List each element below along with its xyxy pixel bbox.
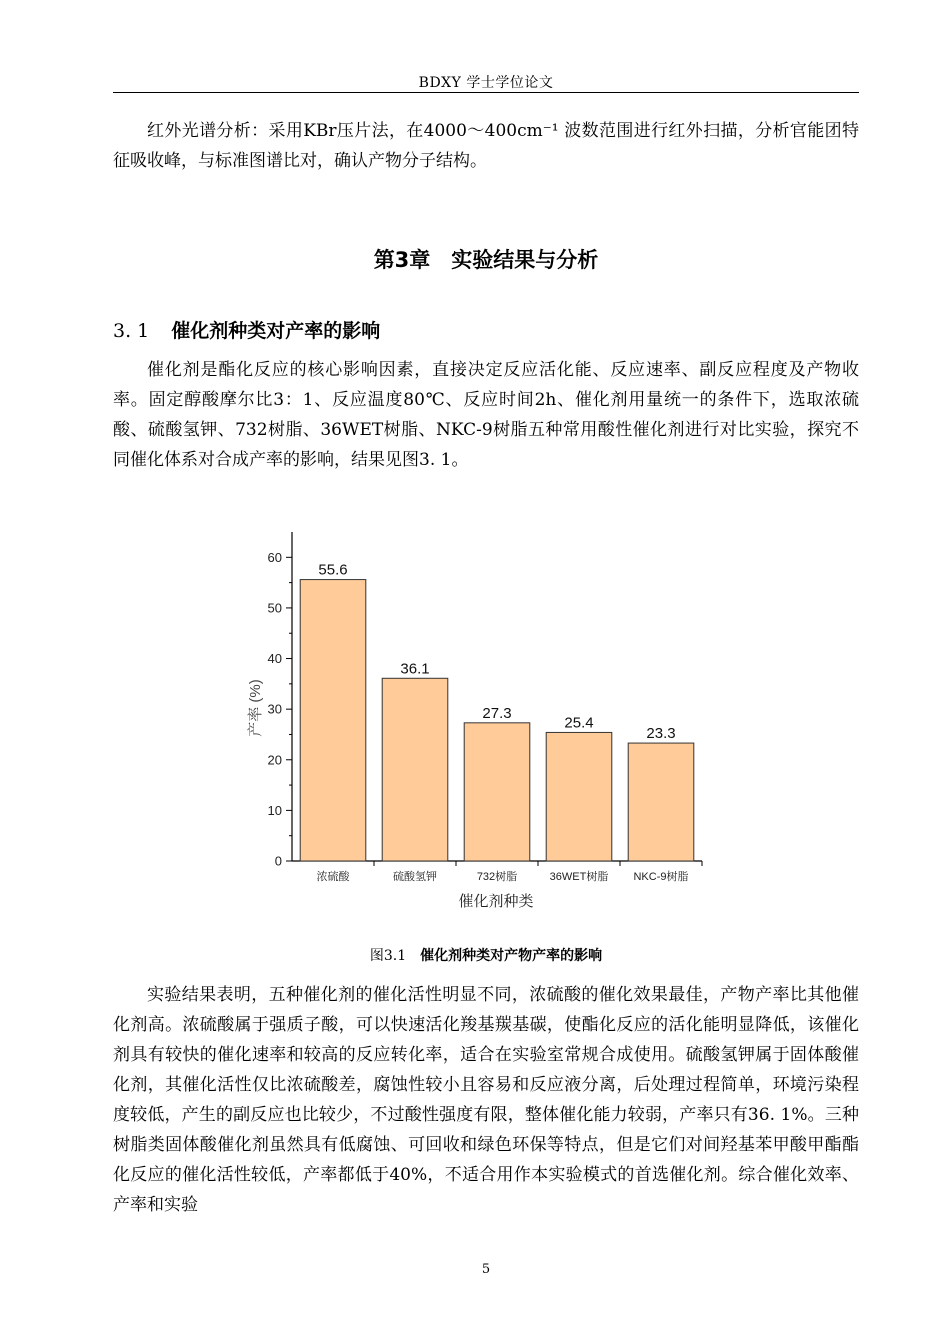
running-header: BDXY 学士学位论文 [418, 75, 554, 91]
y-axis-label: 产率 (%) [247, 679, 264, 737]
x-tick-label: NKC-9树脂 [633, 871, 689, 883]
figure-caption [113, 945, 859, 965]
x-tick-label: 732树脂 [476, 871, 518, 883]
data-label: 25.4 [564, 714, 594, 732]
y-tick-label: 10 [267, 802, 282, 818]
section-title: 催化剂种类对产率的影响 [171, 320, 381, 342]
paragraph-ir-analysis: 红外光谱分析：采用KBr压片法，在4000～400cm⁻¹ 波数范围进行红外扫描，分析官能团特征吸收峰，与标准图谱比对，确认产物分子结构。 [113, 121, 859, 171]
bar [546, 732, 612, 861]
paragraph-intro: 催化剂是酯化反应的核心影响因素，直接决定反应活化能、反应速率、副反应程度及产物收率。固定醇酸摩尔比3：1、反应温度80℃、反应时间2h、催化剂用量统一的条件下，选取浓硫酸、硫酸氢钾、732树脂、36WET树脂、NKC-9树脂五种常用酸性催化剂进行对比实验，探究不同催化体系对合成产率的影响，结果见图3. 1。 [113, 360, 859, 470]
figure-number: 图3.1 [369, 948, 407, 964]
bar [628, 743, 694, 861]
y-tick-label: 50 [267, 600, 282, 616]
chapter-title: 第3章 实验结果与分析 [373, 248, 599, 272]
x-tick-label: 硫酸氢钾 [393, 871, 437, 883]
y-axis [268, 532, 292, 869]
x-axis-label: 催化剂种类 [458, 893, 534, 910]
page-number: 5 [481, 1262, 491, 1277]
y-tick-label: 0 [274, 853, 282, 869]
x-axis [292, 861, 702, 883]
x-tick-label: 36WET树脂 [549, 871, 609, 883]
y-tick-label: 40 [267, 651, 282, 667]
bar [464, 723, 530, 861]
y-tick-label: 30 [267, 701, 282, 717]
figure-caption-text: 催化剂种类对产物产率的影响 [420, 948, 603, 964]
x-tick-label: 浓硫酸 [316, 871, 350, 883]
header-rule [113, 92, 859, 93]
data-label: 27.3 [482, 704, 512, 722]
y-tick-label: 60 [267, 549, 282, 565]
data-label: 23.3 [646, 725, 676, 743]
data-label: 55.6 [318, 561, 348, 579]
bar [382, 678, 448, 861]
bar [300, 580, 366, 861]
section-number: 3. 1 [113, 320, 150, 342]
section-heading [113, 316, 859, 343]
data-label: 36.1 [400, 660, 430, 678]
y-tick-label: 20 [267, 752, 282, 768]
bar-chart [230, 520, 730, 920]
paragraph-results: 实验结果表明，五种催化剂的催化活性明显不同，浓硫酸的催化效果最佳，产物产率比其他催化剂高。浓硫酸属于强质子酸，可以快速活化羧基羰基碳，使酯化反应的活化能明显降低，该催化剂具有较快的催化速率和较高的反应转化率，适合在实验室常规合成使用。硫酸氢钾属于固体酸催化剂，其催化活性仅比浓硫酸差，腐蚀性较小且容易和反应液分离，后处理过程简单，环境污染程度较低，产生的副反应也比较少，不过酸性强度有限，整体催化能力较弱，产率只有36. 1%。三种树脂类固体酸催化剂虽然具有低腐蚀、可回收和绿色环保等特点，但是它们对间羟基苯甲酸甲酯酯化反应的催化活性较低，产率都低于40%，不适合用作本实验模式的首选催化剂。综合催化效率、产率和实验 [113, 985, 859, 1215]
bars [300, 562, 694, 861]
